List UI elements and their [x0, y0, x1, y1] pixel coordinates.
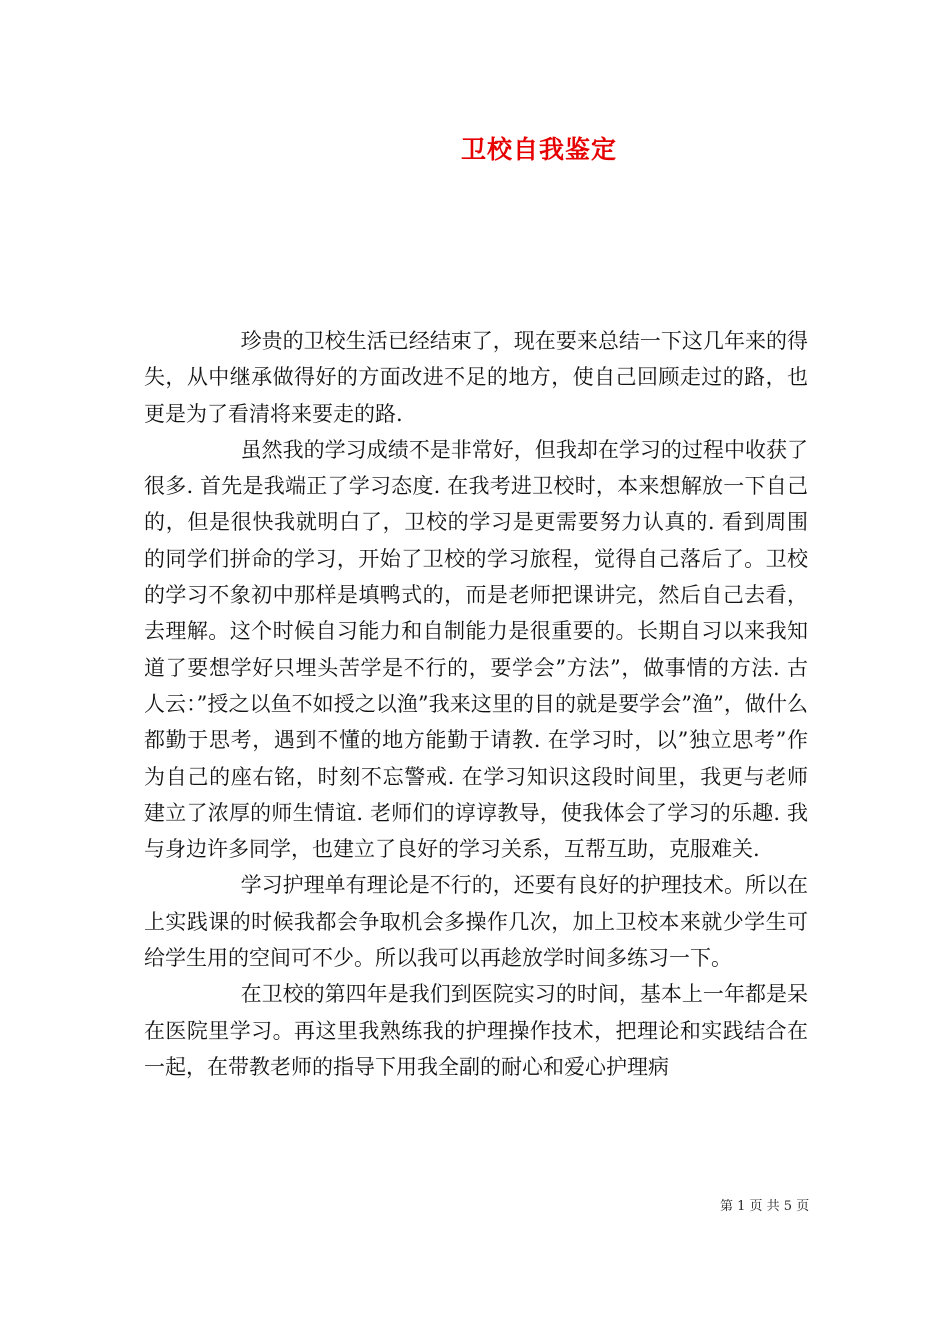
paragraph-1: 珍贵的卫校生活已经结束了，现在要来总结一下这几年来的得失，从中继承做得好的方面改进不足的地方，使自己回顾走过的路，也更是为了看清将来要走的路.: [144, 329, 808, 426]
document-title: 卫校自我鉴定: [460, 135, 617, 164]
paragraph-3: 学习护理单有理论是不行的，还要有良好的护理技术。所以在上实践课的时候我都会争取机会多操作几次，加上卫校本来就少学生可给学生用的空间可不少。所以我可以再趁放学时间多练习一下。: [144, 873, 808, 971]
paragraph-4: 在卫校的第四年是我们到医院实习的时间，基本上一年都是呆在医院里学习。再这里我熟练我的护理操作技术，把理论和实践结合在一起，在带教老师的指导下用我全副的耐心和爱心护理病: [144, 982, 808, 1079]
paragraph-2: 虽然我的学习成绩不是非常好，但我却在学习的过程中收获了很多. 首先是我端正了学习态度. 在我考进卫校时，本来想解放一下自己的，但是很快我就明白了，卫校的学习是更需要努力认真的. 看到周围的同学们拼命的学习，开始了卫校的学习旅程，觉得自己落后了。卫校的学习不象初中那样是填鸭式的，而是老师把课讲完，然后自己去看，去理解。这个时候自习能力和自制能力是很重要的。长期自习以来我知道了要想学好只埋头苦学是不行的，要学会”方法”，做事情的方法. 古人云：”授之以鱼不如授之以渔”我来这里的目的就是要学会”渔”，做什么都勤于思考，遇到不懂的地方能勤于请教. 在学习时，以”独立思考”作为自己的座右铭，时刻不忘警戒. 在学习知识这段时间里，我更与老师建立了浓厚的师生情谊. 老师们的谆谆教导，使我体会了学习的乐趣. 我与身边许多同学，也建立了良好的学习关系，互帮互助，克服难关.: [144, 437, 808, 862]
document-body: [144, 323, 808, 1085]
page-number-footer: 第 1 页 共 5 页: [720, 1199, 810, 1214]
